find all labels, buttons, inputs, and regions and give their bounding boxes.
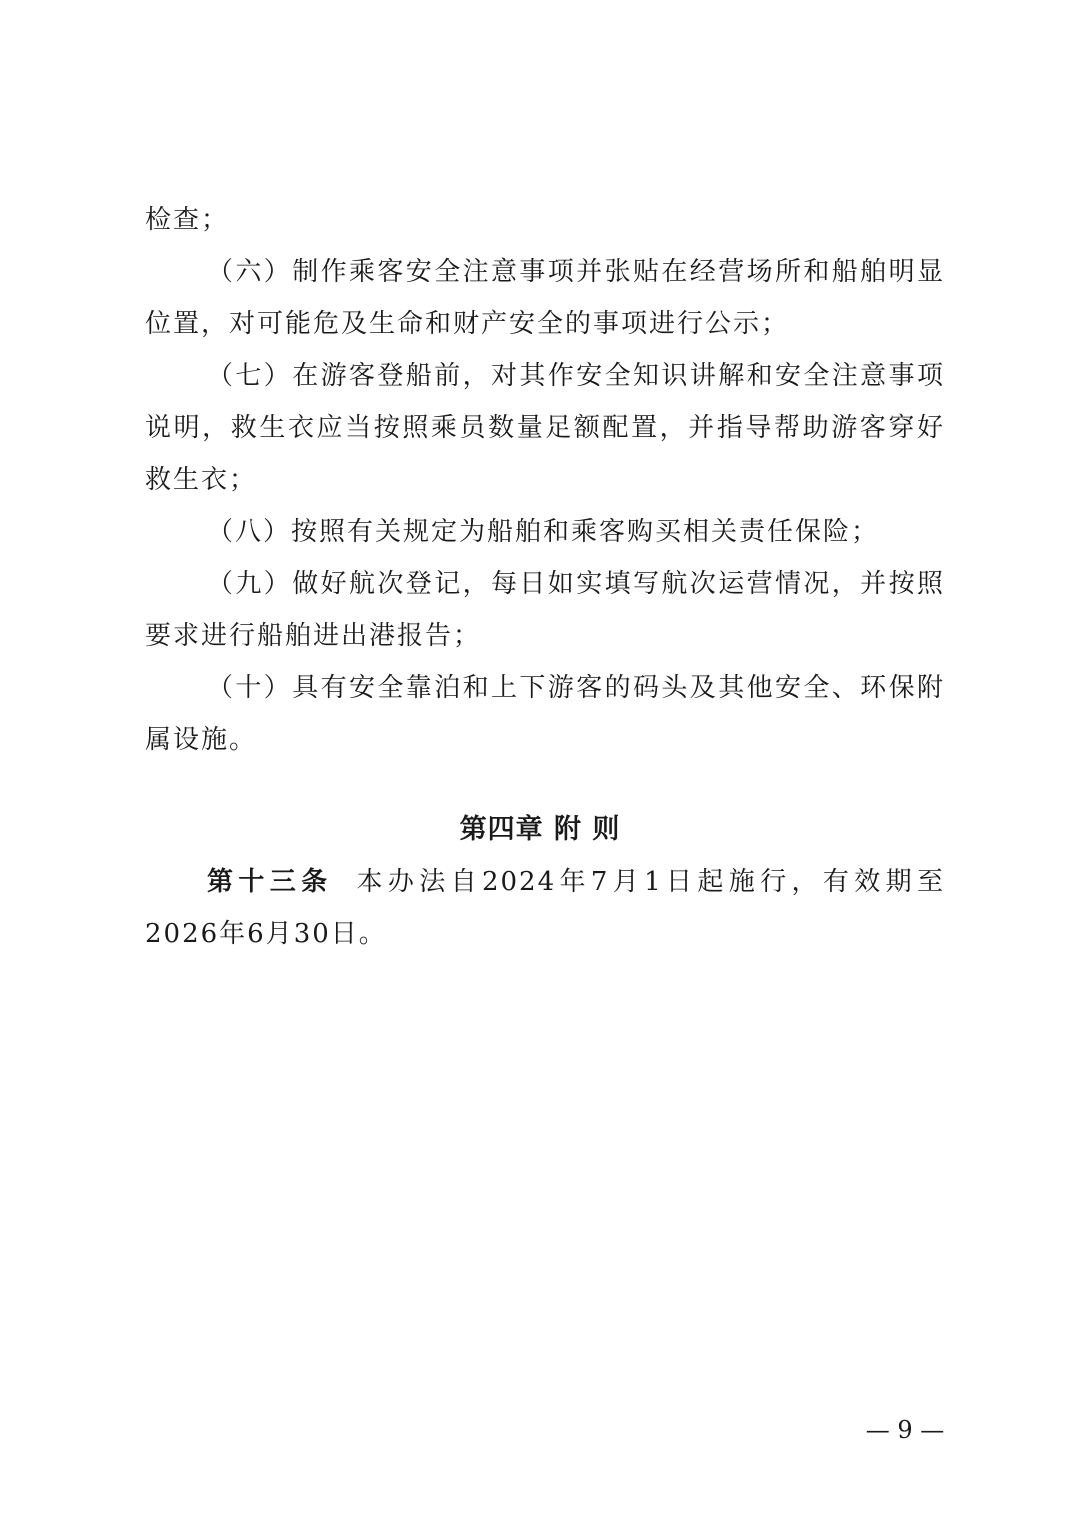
paragraph-item-7: （七）在游客登船前，对其作安全知识讲解和安全注意事项说明，救生衣应当按照乘员数量足额配置，并指导帮助游客穿好救生衣； — [145, 361, 945, 495]
chapter-heading: 第四章 附 则 — [459, 814, 621, 845]
paragraph-item-9: （九）做好航次登记，每日如实填写航次运营情况，并按照要求进行船舶进出港报告； — [145, 569, 945, 651]
paragraph-continuation: 检查； — [145, 205, 230, 235]
body-text — [145, 194, 945, 766]
paragraph-item-6: （六）制作乘客安全注意事项并张贴在经营场所和船舶明显位置，对可能危及生命和财产安全的事项进行公示； — [145, 257, 945, 339]
article-label: 第十三条 — [207, 867, 333, 897]
paragraph-item-10: （十）具有安全靠泊和上下游客的码头及其他安全、环保附属设施。 — [145, 673, 945, 755]
page-number: — 9 — — [865, 1416, 945, 1444]
paragraph-item-8: （八）按照有关规定为船舶和乘客购买相关责任保险； — [207, 517, 880, 547]
article-13 — [145, 856, 945, 960]
article-text: 本办法自2024年7月1日起施行，有效期至2026年6月30日。 — [145, 867, 945, 949]
